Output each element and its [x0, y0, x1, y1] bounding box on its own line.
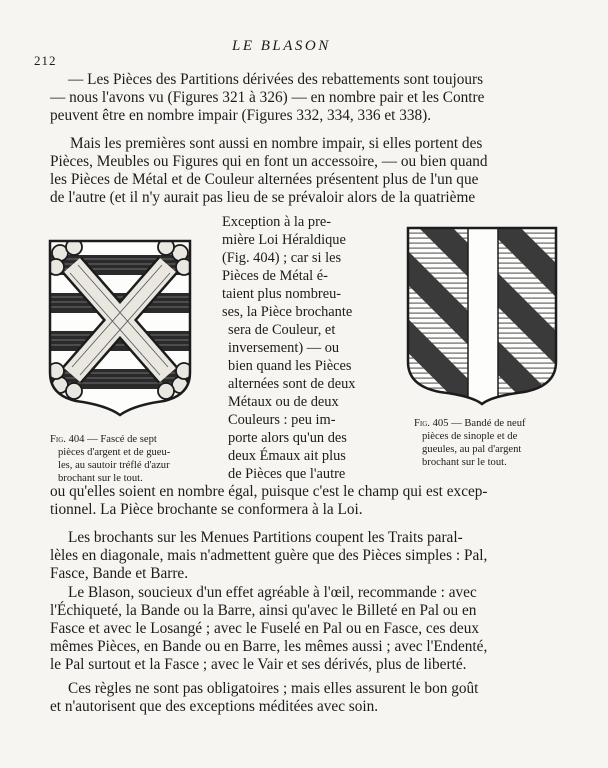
column-line-6: ses, la Pièce brochante: [222, 304, 353, 320]
paragraph-3-line-3: Fasce, Bande et Barre.: [50, 565, 189, 582]
figure-404-shield: [44, 235, 196, 421]
figure-405-label: Fig. 405: [414, 418, 449, 429]
paragraph-2-line-4: de l'autre (et il n'y aurait pas lieu de se prévaloir alors de la quatrième: [50, 189, 476, 206]
figure-404-caption-line-4: brochant sur le tout.: [58, 473, 143, 484]
page-number: 212: [34, 53, 57, 68]
paragraph-3-line-2: lèles en diagonale, mais n'admettent guère que des Pièces simples : Pal,: [50, 547, 488, 564]
paragraph-2-line-2: Pièces, Meubles ou Figures qui en font un accessoire, — ou bien quand: [50, 153, 488, 170]
paragraph-2-line-3: les Pièces de Métal et de Couleur alternées présentent plus de l'un que: [50, 171, 479, 188]
column-line-1: Exception à la pre-: [222, 214, 332, 230]
figure-405-caption-line-2: pièces de sinople et de: [422, 431, 518, 442]
figure-404-label: Fig. 404: [50, 434, 85, 445]
figure-404-caption-text: — Fascé de sept: [87, 434, 157, 445]
column-line-12: Couleurs : peu im-: [228, 412, 336, 428]
column-line-8: inversement) — ou: [228, 340, 340, 356]
paragraph-4-line-5: le Pal surtout et la Fasce ; avec le Vair et ses dérivés, plus de liberté.: [50, 656, 467, 673]
figure-405-caption-line-3: gueules, au pal d'argent: [422, 444, 522, 455]
column-line-14: deux Émaux ait plus: [228, 448, 346, 464]
paragraph-4-line-3: Fasce et avec le Losangé ; avec le Fuselé en Pal ou en Fasce, ces deux: [50, 620, 479, 637]
paragraph-2-line-1: Mais les premières sont aussi en nombre impair, si elles portent des: [70, 135, 483, 152]
column-line-10: alternées sont de deux: [228, 376, 356, 392]
paragraph-2-bottom-line-2: tionnel. La Pièce brochante se conformera à la Loi.: [50, 501, 363, 518]
paragraph-1-line-1: — Les Pièces des Partitions dérivées des rebattements sont toujours: [68, 71, 484, 88]
paragraph-4-line-1: Le Blason, soucieux d'un effet agréable à l'œil, recommande : avec: [68, 584, 477, 601]
running-title: LE BLASON: [232, 38, 331, 54]
column-line-7: sera de Couleur, et: [228, 322, 336, 338]
paragraph-5-line-2: et n'autorisent que des exceptions méditées avec soin.: [50, 698, 379, 715]
figure-405-shield: [402, 222, 562, 408]
column-line-13: porte alors qu'un des: [228, 430, 347, 446]
paragraph-1-line-3: peuvent être en nombre impair (Figures 332, 334, 336 et 338).: [50, 107, 432, 124]
column-line-4: Pièces de Métal é-: [222, 268, 328, 284]
figure-404-caption-line-2: pièces d'argent et de gueu-: [58, 447, 171, 458]
paragraph-2-bottom-line-1: ou qu'elles soient en nombre égal, puisque c'est le champ qui est excep-: [50, 483, 488, 500]
column-line-5: taient plus nombreu-: [222, 286, 342, 302]
figure-405-caption-line-4: brochant sur le tout.: [422, 457, 507, 468]
figure-405-caption-text: — Bandé de neuf: [451, 418, 526, 429]
figure-404-caption-line-1: [50, 433, 157, 446]
figure-404-caption-line-3: les, au sautoir tréflé d'azur: [58, 460, 170, 471]
column-line-3: (Fig. 404) ; car si les: [222, 250, 342, 266]
column-line-9: bien quand les Pièces: [228, 358, 352, 374]
paragraph-4-line-4: mêmes Pièces, en Bande ou en Barre, les mêmes aussi ; avec l'Endenté,: [50, 638, 488, 655]
figure-405-caption-line-1: [414, 417, 526, 430]
paragraph-5-line-1: Ces règles ne sont pas obligatoires ; mais elles assurent le bon goût: [68, 680, 479, 697]
paragraph-3-line-1: Les brochants sur les Menues Partitions coupent les Traits paral-: [68, 529, 463, 546]
paragraph-4-line-2: l'Échiqueté, la Bande ou la Barre, ainsi qu'avec le Billeté en Pal ou en: [50, 602, 477, 619]
column-line-15: de Pièces que l'autre: [228, 466, 346, 482]
column-line-11: Métaux ou de deux: [228, 394, 339, 410]
paragraph-1-line-2: — nous l'avons vu (Figures 321 à 326) — en nombre pair et les Contre: [50, 89, 485, 106]
column-line-2: mière Loi Héraldique: [222, 232, 346, 248]
